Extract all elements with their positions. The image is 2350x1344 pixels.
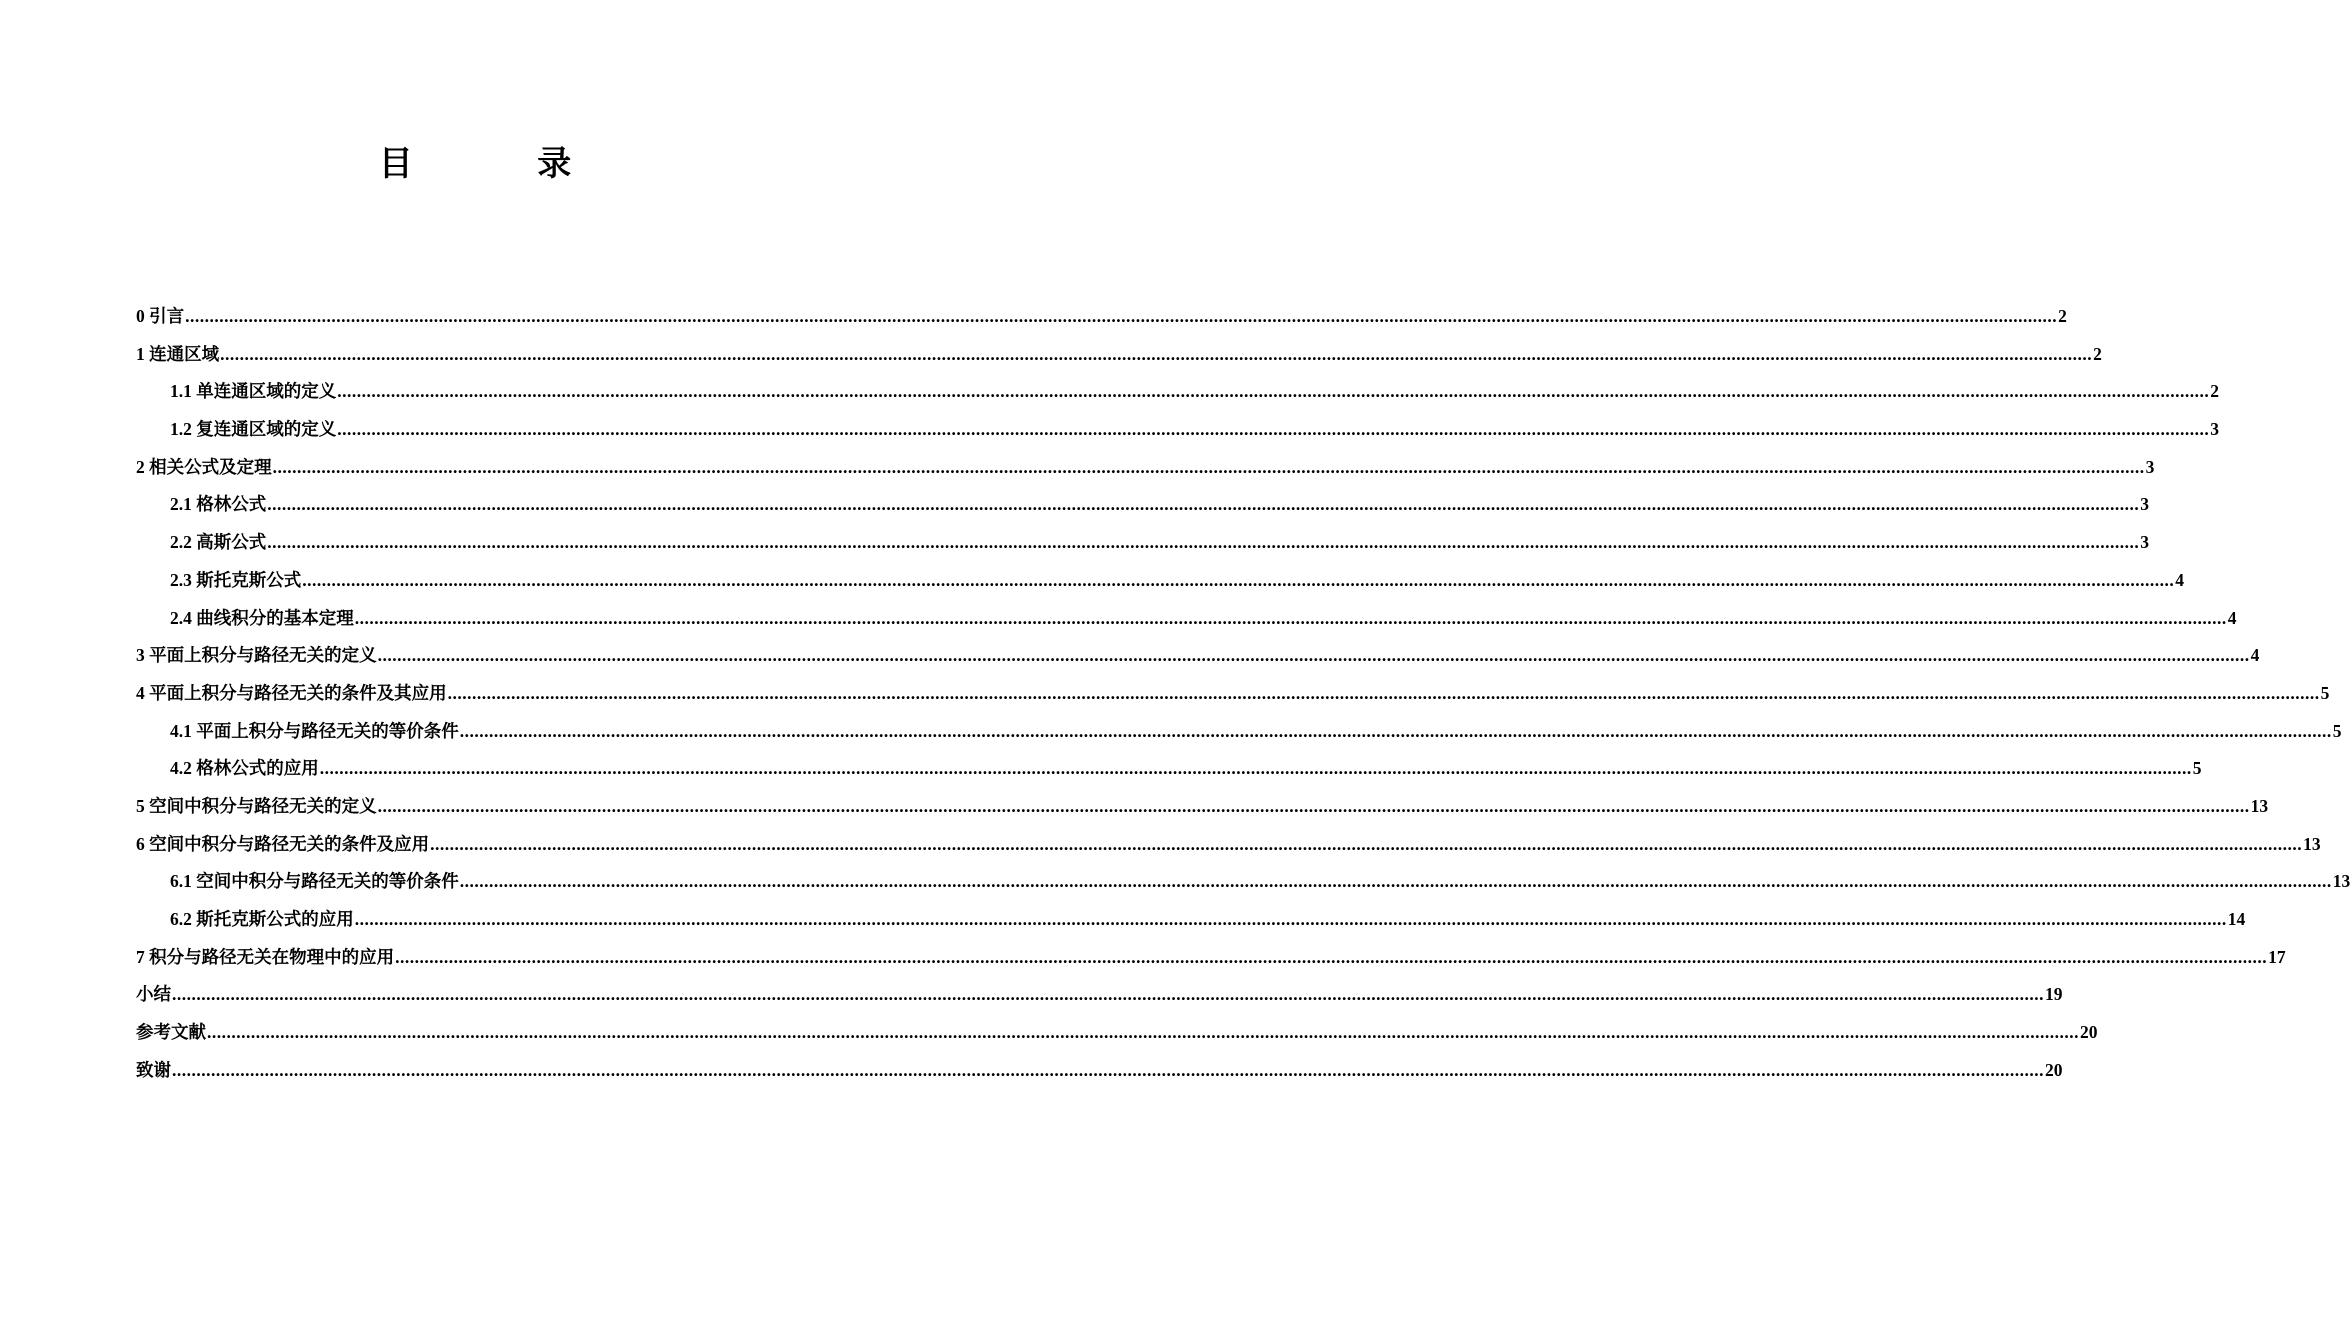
toc-entry-page-number: 5 xyxy=(2332,720,2342,741)
toc-entry-page-number: 5 xyxy=(2320,682,2330,703)
toc-entry[interactable] xyxy=(136,1055,2063,1093)
toc-dot-leader: ................................................................................................................................................................................................................................................................................................................................................................................................ xyxy=(354,909,2227,929)
toc-entry[interactable] xyxy=(136,753,2202,791)
toc-entry[interactable] xyxy=(136,565,2184,603)
toc-entry[interactable] xyxy=(136,942,2286,980)
toc-entry[interactable] xyxy=(136,489,2149,527)
toc-dot-leader: ................................................................................................................................................................................................................................................................................................................................................................................................ xyxy=(337,419,2210,440)
toc-entry-label: 6.1 空间中积分与路径无关的等价条件 xyxy=(170,871,459,892)
toc-entry[interactable] xyxy=(136,527,2149,565)
toc-entry-page-number: 13 xyxy=(2250,795,2269,816)
toc-dot-leader: ................................................................................................................................................................................................................................................................................................................................................................................................ xyxy=(337,381,2210,402)
toc-entry[interactable] xyxy=(136,452,2155,490)
toc-entry[interactable] xyxy=(136,979,2063,1017)
toc-entry-label: 4.2 格林公式的应用 xyxy=(170,758,319,779)
toc-entry-page-number: 3 xyxy=(2145,456,2155,477)
toc-entry-page-number: 3 xyxy=(2140,532,2149,553)
toc-entry-label: 1 连通区域 xyxy=(136,343,220,364)
toc-entry-label: 6.2 斯托克斯公式的应用 xyxy=(170,909,354,929)
toc-entry[interactable] xyxy=(136,376,2219,414)
toc-entry-label: 2 相关公式及定理 xyxy=(136,456,272,477)
toc-entry-page-number: 4 xyxy=(2250,645,2260,666)
toc-dot-leader: ................................................................................................................................................................................................................................................................................................................................................................................................ xyxy=(185,306,2058,326)
toc-entry-page-number: 20 xyxy=(2080,1022,2098,1043)
toc-dot-leader: ................................................................................................................................................................................................................................................................................................................................................................................................ xyxy=(377,645,2250,666)
toc-dot-leader: ................................................................................................................................................................................................................................................................................................................................................................................................ xyxy=(319,758,2192,779)
toc-entry-page-number: 3 xyxy=(2140,494,2149,515)
toc-entry-page-number: 2 xyxy=(2210,381,2219,402)
toc-entry-page-number: 2 xyxy=(2058,306,2067,326)
toc-dot-leader: ................................................................................................................................................................................................................................................................................................................................................................................................ xyxy=(267,494,2140,515)
toc-dot-leader: ................................................................................................................................................................................................................................................................................................................................................................................................ xyxy=(447,682,2320,703)
toc-entry-label: 7 积分与路径无关在物理中的应用 xyxy=(136,946,395,967)
toc-entry-page-number: 2 xyxy=(2093,343,2102,364)
toc-dot-leader: ................................................................................................................................................................................................................................................................................................................................................................................................ xyxy=(302,569,2175,590)
toc-dot-leader: ................................................................................................................................................................................................................................................................................................................................................................................................ xyxy=(172,1059,2044,1080)
toc-entry-label: 致谢 xyxy=(136,1059,171,1080)
toc-entry-label: 1.1 单连通区域的定义 xyxy=(170,381,337,402)
toc-entry[interactable] xyxy=(136,1017,2098,1055)
toc-dot-leader: ................................................................................................................................................................................................................................................................................................................................................................................................ xyxy=(207,1022,2079,1043)
toc-entry-page-number: 3 xyxy=(2210,419,2219,440)
toc-entry[interactable] xyxy=(136,791,2269,829)
toc-entry-page-number: 14 xyxy=(2227,909,2246,929)
toc-entry[interactable] xyxy=(136,829,2321,867)
toc-entry-page-number: 4 xyxy=(2175,569,2184,590)
toc-entry-label: 2.1 格林公式 xyxy=(170,494,267,515)
toc-entry-page-number: 5 xyxy=(2192,758,2202,779)
toc-entry[interactable] xyxy=(136,603,2237,641)
toc-dot-leader: ................................................................................................................................................................................................................................................................................................................................................................................................ xyxy=(395,946,2268,967)
toc-entry-label: 3 平面上积分与路径无关的定义 xyxy=(136,645,377,666)
toc-entry-label: 1.2 复连通区域的定义 xyxy=(170,419,337,440)
toc-dot-leader: ................................................................................................................................................................................................................................................................................................................................................................................................ xyxy=(354,607,2227,628)
toc-entry-page-number: 19 xyxy=(2045,984,2063,1005)
toc-entry-label: 2.2 高斯公式 xyxy=(170,532,267,553)
toc-entry-label: 4 平面上积分与路径无关的条件及其应用 xyxy=(136,682,447,703)
toc-entry-page-number: 13 xyxy=(2303,833,2321,854)
toc-entry-label: 6 空间中积分与路径无关的条件及应用 xyxy=(136,833,430,854)
page-title: 目 录 xyxy=(378,146,630,183)
toc-entry[interactable] xyxy=(136,716,2342,754)
toc-entry-page-number: 13 xyxy=(2332,871,2350,892)
toc-dot-leader: ................................................................................................................................................................................................................................................................................................................................................................................................ xyxy=(430,833,2303,854)
toc-entry-label: 2.3 斯托克斯公式 xyxy=(170,569,302,590)
toc-entry[interactable] xyxy=(136,866,2350,904)
toc-entry[interactable] xyxy=(136,640,2260,678)
toc-entry-page-number: 20 xyxy=(2045,1059,2063,1080)
toc-dot-leader: ................................................................................................................................................................................................................................................................................................................................................................................................ xyxy=(377,795,2250,816)
toc-entry-label: 2.4 曲线积分的基本定理 xyxy=(170,607,354,628)
toc-dot-leader: ................................................................................................................................................................................................................................................................................................................................................................................................ xyxy=(272,456,2145,477)
toc-entry[interactable] xyxy=(136,678,2330,716)
toc-dot-leader: ................................................................................................................................................................................................................................................................................................................................................................................................ xyxy=(220,343,2093,364)
toc-dot-leader: ................................................................................................................................................................................................................................................................................................................................................................................................ xyxy=(172,984,2044,1005)
toc-entry-label: 4.1 平面上积分与路径无关的等价条件 xyxy=(170,720,459,741)
toc-entry-page-number: 17 xyxy=(2268,946,2286,967)
toc-entry-label: 0 引言 xyxy=(136,306,185,326)
toc-entry[interactable] xyxy=(136,904,2246,942)
toc-entry-page-number: 4 xyxy=(2227,607,2237,628)
toc-entry[interactable] xyxy=(136,339,2102,377)
toc-entry-label: 小结 xyxy=(136,984,171,1005)
toc-dot-leader: ................................................................................................................................................................................................................................................................................................................................................................................................ xyxy=(459,871,2332,892)
toc-entry[interactable] xyxy=(136,414,2219,452)
toc-entry[interactable] xyxy=(136,301,2067,339)
toc-dot-leader: ................................................................................................................................................................................................................................................................................................................................................................................................ xyxy=(267,532,2140,553)
toc-dot-leader: ................................................................................................................................................................................................................................................................................................................................................................................................ xyxy=(459,720,2332,741)
toc-entry-label: 5 空间中积分与路径无关的定义 xyxy=(136,795,377,816)
table-of-contents xyxy=(136,301,2350,1092)
toc-entry-label: 参考文献 xyxy=(136,1022,206,1043)
